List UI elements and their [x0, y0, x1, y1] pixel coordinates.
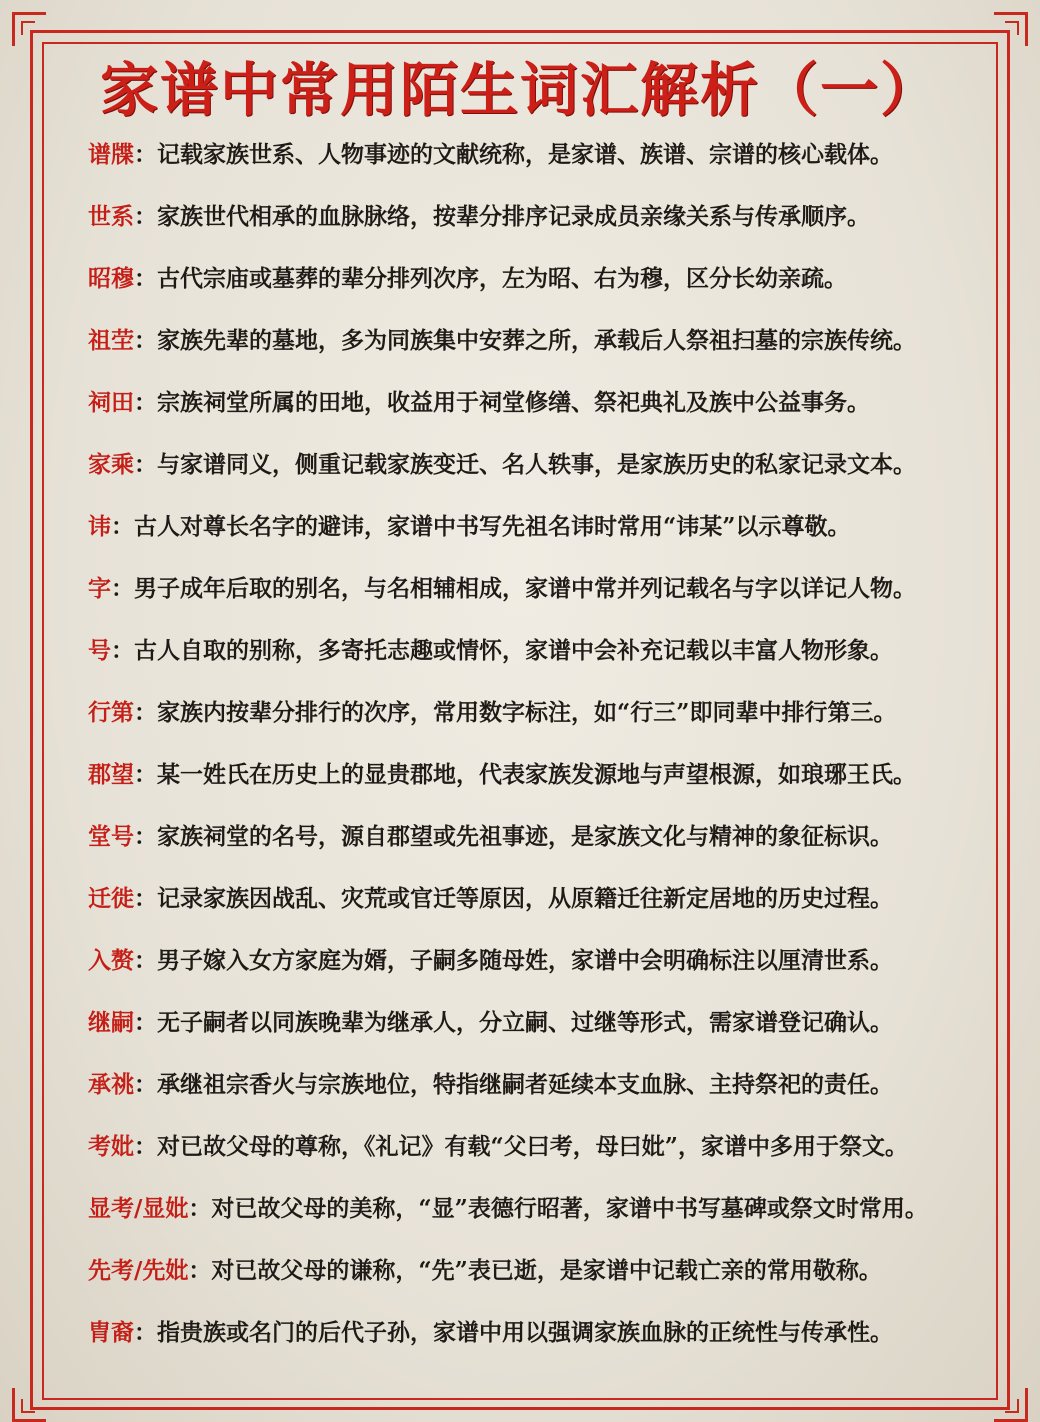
- entry-term: 郡望: [88, 761, 134, 788]
- entry-definition: 对已故父母的谦称，“先”表已逝，是家谱中记载亡亲的常用敬称。: [211, 1257, 882, 1284]
- entry-definition: 家族内按辈分排行的次序，常用数字标注，如“行三”即同辈中排行第三。: [157, 699, 897, 726]
- entry-term: 字: [88, 575, 111, 602]
- entry-definition: 家族世代相承的血脉脉络，按辈分排序记录成员亲缘关系与传承顺序。: [157, 203, 870, 230]
- page-title: 家谱中常用陌生词汇解析（一）: [99, 56, 940, 124]
- glossary-entry: [88, 992, 968, 1054]
- entry-term: 显考/显妣: [88, 1195, 189, 1222]
- entry-term: 祠田: [88, 389, 134, 416]
- glossary-entry: [88, 496, 968, 558]
- glossary-entry: [88, 372, 968, 434]
- entry-separator: ：: [134, 1009, 157, 1036]
- entry-definition: 男子嫁入女方家庭为婿，子嗣多随母姓，家谱中会明确标注以厘清世系。: [157, 947, 893, 974]
- entry-term: 祖茔: [88, 327, 134, 354]
- entry-term: 入赘: [88, 947, 134, 974]
- glossary-list: [88, 124, 968, 1364]
- entry-definition: 承继祖宗香火与宗族地位，特指继嗣者延续本支血脉、主持祭祀的责任。: [157, 1071, 893, 1098]
- entry-separator: ：: [134, 389, 157, 416]
- entry-definition: 古代宗庙或墓葬的辈分排列次序，左为昭、右为穆，区分长幼亲疏。: [157, 265, 847, 292]
- entry-term: 家乘: [88, 451, 134, 478]
- entry-separator: ：: [134, 141, 157, 168]
- glossary-entry: [88, 1178, 968, 1240]
- entry-separator: ：: [188, 1257, 212, 1284]
- entry-term: 昭穆: [88, 265, 134, 292]
- entry-term: 讳: [88, 513, 111, 540]
- entry-separator: ：: [134, 761, 157, 788]
- entry-definition: 家族祠堂的名号，源自郡望或先祖事迹，是家族文化与精神的象征标识。: [157, 823, 893, 850]
- glossary-entry: [88, 434, 968, 496]
- entry-separator: ：: [134, 1071, 157, 1098]
- entry-definition: 古人自取的别称，多寄托志趣或情怀，家谱中会补充记载以丰富人物形象。: [134, 637, 893, 664]
- entry-definition: 无子嗣者以同族晚辈为继承人，分立嗣、过继等形式，需家谱登记确认。: [157, 1009, 893, 1036]
- entry-separator: ：: [111, 637, 134, 664]
- entry-separator: ：: [111, 513, 134, 540]
- entry-separator: ：: [134, 1319, 157, 1346]
- entry-term: 号: [88, 637, 111, 664]
- glossary-entry: [88, 1302, 968, 1364]
- glossary-entry: [88, 310, 968, 372]
- entry-separator: ：: [134, 265, 157, 292]
- entry-separator: ：: [134, 885, 157, 912]
- entry-separator: ：: [111, 575, 134, 602]
- corner-ornament-bottom-left: [12, 1388, 46, 1422]
- glossary-entry: [88, 1054, 968, 1116]
- entry-definition: 古人对尊长名字的避讳，家谱中书写先祖名讳时常用“讳某”以示尊敬。: [134, 513, 851, 540]
- entry-separator: ：: [134, 451, 157, 478]
- entry-term: 迁徙: [88, 885, 134, 912]
- glossary-entry: [88, 930, 968, 992]
- entry-definition: 对已故父母的美称，“显”表德行昭著，家谱中书写墓碑或祭文时常用。: [211, 1195, 928, 1222]
- entry-separator: ：: [188, 1195, 212, 1222]
- entry-definition: 与家谱同义，侧重记载家族变迁、名人轶事，是家族历史的私家记录文本。: [157, 451, 916, 478]
- entry-term: 继嗣: [88, 1009, 134, 1036]
- entry-definition: 家族先辈的墓地，多为同族集中安葬之所，承载后人祭祖扫墓的宗族传统。: [157, 327, 916, 354]
- glossary-entry: [88, 558, 968, 620]
- entry-separator: ：: [134, 327, 157, 354]
- entry-definition: 某一姓氏在历史上的显贵郡地，代表家族发源地与声望根源，如琅琊王氏。: [157, 761, 916, 788]
- entry-definition: 指贵族或名门的后代子孙，家谱中用以强调家族血脉的正统性与传承性。: [157, 1319, 893, 1346]
- entry-term: 考妣: [88, 1133, 134, 1160]
- glossary-entry: [88, 1116, 968, 1178]
- entry-definition: 记录家族因战乱、灾荒或官迁等原因，从原籍迁往新定居地的历史过程。: [157, 885, 893, 912]
- entry-separator: ：: [134, 947, 157, 974]
- entry-term: 胄裔: [88, 1319, 134, 1346]
- glossary-entry: [88, 1240, 968, 1302]
- entry-term: 世系: [88, 203, 134, 230]
- corner-ornament-bottom-right: [994, 1388, 1028, 1422]
- corner-ornament-top-right: [994, 12, 1028, 46]
- entry-term: 谱牒: [88, 141, 134, 168]
- entry-separator: ：: [134, 699, 157, 726]
- entry-definition: 宗族祠堂所属的田地，收益用于祠堂修缮、祭祀典礼及族中公益事务。: [157, 389, 870, 416]
- glossary-entry: [88, 806, 968, 868]
- glossary-entry: [88, 124, 968, 186]
- entry-definition: 记载家族世系、人物事迹的文献统称，是家谱、族谱、宗谱的核心载体。: [157, 141, 893, 168]
- entry-separator: ：: [134, 203, 157, 230]
- corner-ornament-top-left: [12, 12, 46, 46]
- entry-term: 先考/先妣: [88, 1257, 189, 1284]
- entry-separator: ：: [134, 823, 157, 850]
- entry-term: 行第: [88, 699, 134, 726]
- glossary-entry: [88, 248, 968, 310]
- entry-definition: 对已故父母的尊称，《礼记》有载“父曰考，母曰妣”，家谱中多用于祭文。: [157, 1133, 908, 1160]
- glossary-entry: [88, 186, 968, 248]
- entry-term: 堂号: [88, 823, 134, 850]
- glossary-entry: [88, 682, 968, 744]
- entry-separator: ：: [134, 1133, 157, 1160]
- glossary-entry: [88, 620, 968, 682]
- entry-term: 承祧: [88, 1071, 134, 1098]
- glossary-entry: [88, 744, 968, 806]
- entry-definition: 男子成年后取的别名，与名相辅相成，家谱中常并列记载名与字以详记人物。: [134, 575, 916, 602]
- glossary-entry: [88, 868, 968, 930]
